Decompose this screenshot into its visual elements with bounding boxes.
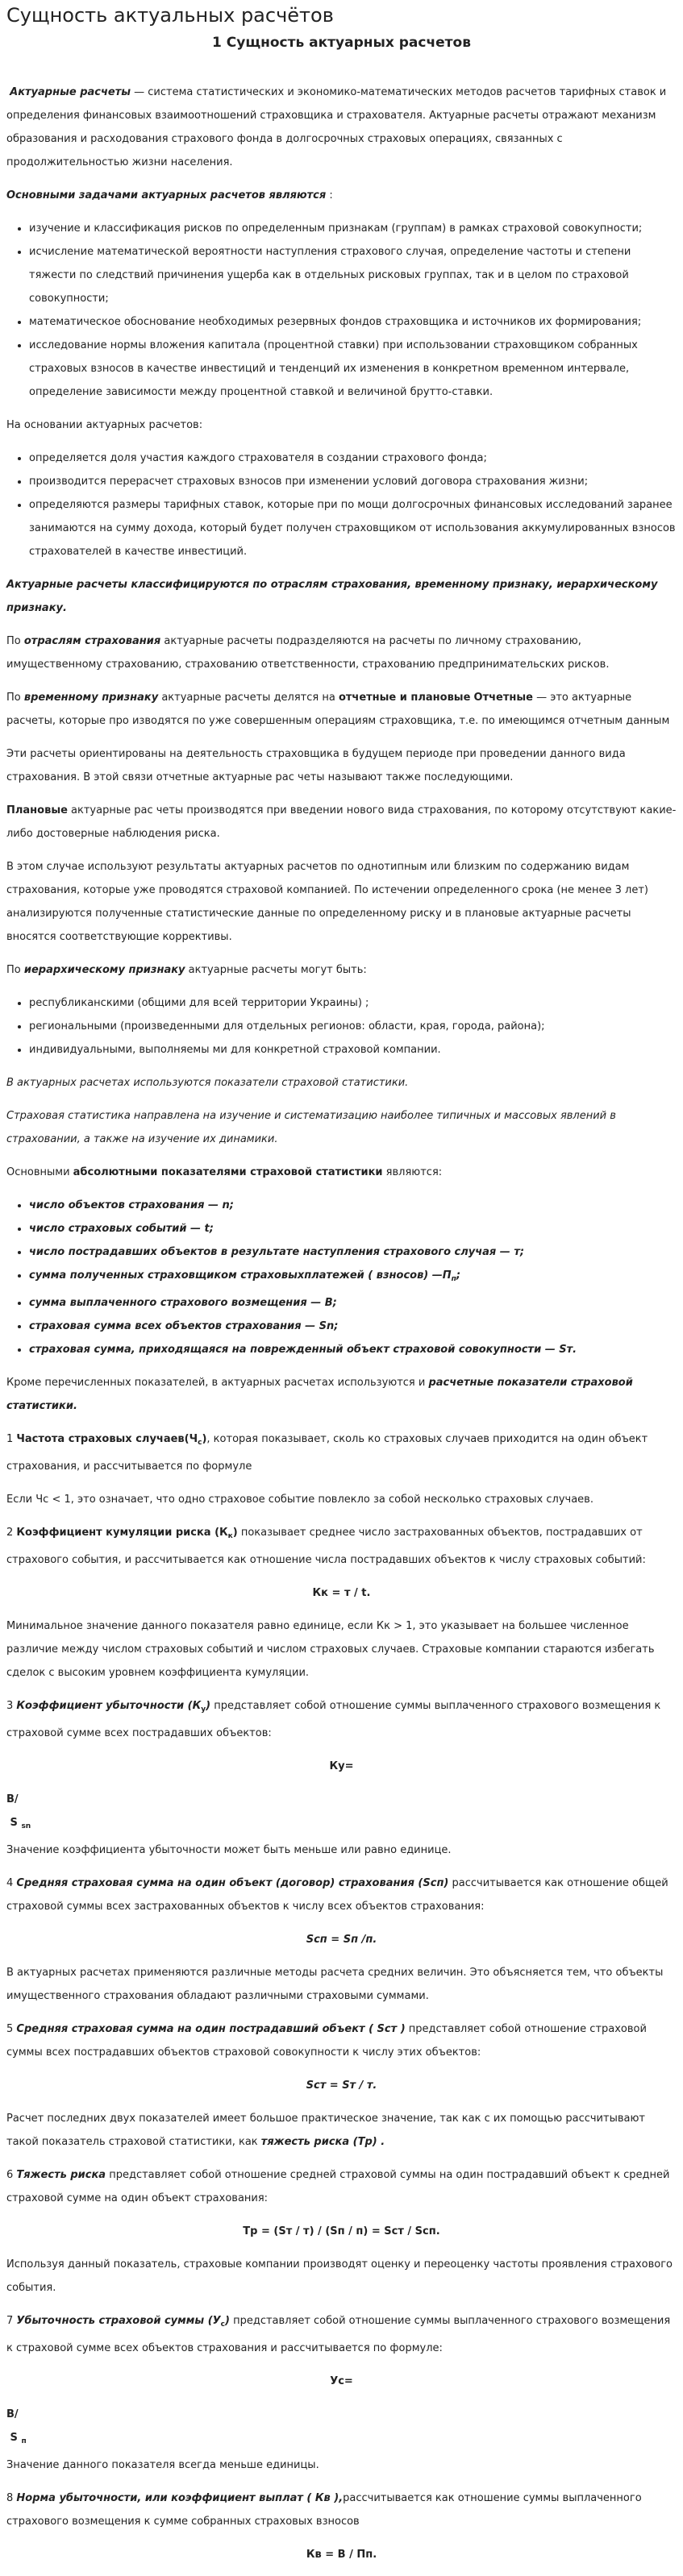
by-branch-paragraph: По отраслям страхования актуарные расчеты подразделяются на расчеты по личному страхованию, имущественному страхованию, страхованию ответственности, страхованию предпринимательских рисков. [6, 635, 610, 671]
by-time-paragraph: По временному признаку актуарные расчеты делятся на отчетные и плановые Отчетные — это актуарные расчеты, которые про изводятся по уже совершенным операциям страховщика, т.е. по имеющимся отчетным данным [6, 692, 670, 727]
stat-used-paragraph: В актуарных расчетах используются показатели страховой статистики. [6, 1077, 409, 1089]
fraction-denominator: S $_{sn}$ [10, 1817, 31, 1830]
stat-aim-paragraph: Страховая статистика направлена на изучение и систематизацию наиболее типичных и массовых явлений в страховании, а также на изучение их динамики. [6, 1110, 616, 1145]
list-item: • определяется доля участия каждого страхователя в создании страхового фонда; [29, 447, 677, 470]
formula-ky: Ку= [329, 1760, 354, 1772]
planned-paragraph: Плановые актуарные рас четы производятся при введении нового вида страхования, по которому отсутствуют какие-либо достоверные наблюдения риска. [6, 804, 677, 840]
indicator-6-note: Используя данный показатель, страховые компании производят оценку и переоценку частоты проявления страхового события. [6, 2258, 673, 2294]
indicator-2: 2 Коэффициент кумуляции риска $(К_к)$ показывает среднее число застрахованных объектов, пострадавших от страхового события, и рассчитывается как отношение числа пострадавших объектов к числу страховых событий: [6, 1527, 646, 1566]
indicator-7: 7 Убыточность страховой суммы $(У_с)$ представляет собой отношение суммы выплаченного страхового возмещения к страховой сумме всех объектов страхования и рассчитывается по формуле: [6, 2315, 671, 2354]
indicator-1-note: Если Чс < 1, это означает, что одно страховое событие повлекло за собой несколько страховых случаев. [6, 1494, 593, 1506]
calc-intro-paragraph: Кроме перечисленных показателей, в актуарных расчетах используются и расчетные показатели страховой статистики. [6, 1377, 633, 1412]
abs-list [6, 1194, 677, 1361]
intro-text: — система статистических и экономико-математических методов расчетов тарифных ставок и определения финансовых взаимоотношений страховщика и страхователя. Актуарные расчеты отражают механизм образования и расходования страхового фонда в долгосрочных страховых операциях, связанных с продолжительностью жизни населения. [6, 86, 667, 168]
list-item: • исследование нормы вложения капитала (процентной ставки) при использовании страховщиком собранных страховых взносов в качестве инвестиций и тенденций их изменения в конкретном временном интервале, определение зависимости между процентной ставкой и величиной брутто-ставки. [29, 334, 677, 404]
tasks-heading: Основными задачами актуарных расчетов являются : [6, 189, 333, 202]
list-item: • производится перерасчет страховых взносов при изменении условий договора страхования жизни; [29, 470, 677, 493]
by-hier-paragraph: По иерархическому признаку актуарные расчеты могут быть: [6, 964, 367, 976]
tasks-list [6, 217, 677, 404]
indicator-4: 4 Средняя страховая сумма на один объект (договор) страхования (Sсп) рассчитывается как отношение общей страховой суммы всех застрахованных объектов к числу всех объектов страхования: [6, 1877, 668, 1913]
indicator-3: 3 Коэффициент убыточности $(К_у)$ представляет собой отношение суммы выплаченного страхового возмещения к страховой сумме всех пострадавших объектов: [6, 1700, 661, 1739]
indicator-7-note: Значение данного показателя всегда меньше единицы. [6, 2459, 319, 2471]
indicator-5: 5 Средняя страховая сумма на один пострадавший объект ( Sст ) представляет собой отношение страховой суммы всех пострадавших объектов страховой совокупности к числу этих объектов: [6, 2023, 647, 2059]
intro-term: Актуарные расчеты [10, 86, 131, 98]
list-item: • определяются размеры тарифных ставок, которые при по мощи долгосрочных финансовых исследований заранее занимаются на сумму дохода, который будет получен страховщиком от использования аккумулированных взносов страхователей в качестве инвестиций. [29, 493, 677, 563]
formula-yc: Ус= [330, 2375, 353, 2387]
list-item: • исчисление математической вероятности наступления страхового случая, определение частоты и степени тяжести по следствий причинения ущерба как в отдельных рисковых группах, так и в целом по страховой совокупности; [29, 240, 677, 310]
fraction-numerator: В/ [6, 1793, 19, 1805]
list-item: • математическое обоснование необходимых резервных фондов страховщика и источников их формирования; [29, 310, 677, 334]
abs-heading: Основными абсолютными показателями страховой статистики являются: [6, 1166, 443, 1178]
intro-paragraph [6, 81, 677, 174]
indicator-2-note: Минимальное значение данного показателя равно единице, если Кк > 1, это указывает на большее численное различие между числом страховых событий и числом страховых случаев. Страховые компании стараются избегать сделок с высоким уровнем коэффициента кумуляции. [6, 1620, 655, 1679]
list-item: • число объектов страхования — n; [29, 1194, 677, 1217]
formula-kv: Кв = В / Пп. [306, 2549, 377, 2561]
basis-list [6, 447, 677, 563]
section-heading: 1 Сущность актуарных расчетов [212, 35, 471, 51]
basis-heading: На основании актуарных расчетов: [6, 419, 203, 431]
formula-sst: Sст = Sт / т. [306, 2079, 377, 2092]
indicator-5-note: Расчет последних двух показателей имеет большое практическое значение, так как с их помощью рассчитывают такой показатель страховой статистики, как тяжесть риска (Тр) . [6, 2113, 645, 2148]
formula-scp: Sсп = Sп /п. [306, 1934, 377, 1946]
list-item: • число страховых событий — t; [29, 1217, 677, 1240]
page-title: Сущность актуальных расчётов [6, 4, 334, 27]
formula-kk: Кк = т / t. [312, 1587, 371, 1599]
fraction-denominator: S $_п$ [10, 2432, 27, 2445]
indicator-4-note: В актуарных расчетах применяются различные методы расчета средних величин. Это объясняется тем, что объекты имущественного страхования обладают различными страховыми суммами. [6, 1967, 664, 2002]
list-item: • региональными (произведенными для отдельных регионов: области, края, города, района); [29, 1015, 677, 1038]
indicator-6: 6 Тяжесть риска представляет собой отношение средней страховой суммы на один пострадавший объект к средней страховой сумме на один объект страхования: [6, 2169, 670, 2204]
list-item: • сумма выплаченного страхового возмещения — В; [29, 1291, 677, 1315]
document [0, 3, 683, 2566]
oriented-paragraph: Эти расчеты ориентированы на деятельность страховщика в будущем периоде при проведении данного вида страхования. В этой связи отчетные актуарные рас четы называют также последующими. [6, 748, 626, 783]
fraction-numerator: В/ [6, 2408, 19, 2420]
in-this-case-paragraph: В этом случае используют результаты актуарных расчетов по однотипным или близким по содержанию видам страхования, которые уже проводятся страховой компанией. По истечении определенного срока (не менее 3 лет) анализируются полученные статистические данные по определенному риску и в плановые актуарные расчеты вносятся соответствующие коррективы. [6, 861, 648, 943]
indicator-8: 8 Норма убыточности, или коэффициент выплат ( Кв ),рассчитывается как отношение суммы выплаченного страхового возмещения к сумме собранных страховых взносов [6, 2492, 642, 2528]
list-item: • республиканскими (общими для всей территории Украины) ; [29, 991, 677, 1015]
formula-tr: Тр = (Sт / т) / (Sп / п) = Sст / Sсп. [243, 2225, 440, 2237]
list-item: • страховая сумма всех объектов страхования — Sn; [29, 1315, 677, 1338]
classification-paragraph: Актуарные расчеты классифицируются по отраслям страхования, временному признаку, иерархическому признаку. [6, 579, 658, 614]
hier-list [6, 991, 677, 1062]
list-item: • сумма полученных страховщиком страховыхплатежей ( взносов) $—П_п$; [29, 1264, 677, 1291]
list-item: • изучение и классификация рисков по определенным признакам (группам) в рамках страховой совокупности; [29, 217, 677, 240]
list-item: • страховая сумма, приходящаяся на поврежденный объект страховой совокупности — Sт. [29, 1338, 677, 1361]
list-item: • индивидуальными, выполняемы ми для конкретной страховой компании. [29, 1038, 677, 1062]
indicator-1: 1 Частота страховых $случаев(Ч_с)$, которая показывает, сколь ко страховых случаев приходится на один объект страхования, и рассчитывается по формуле [6, 1433, 648, 1473]
indicator-3-note: Значение коэффициента убыточности может быть меньше или равно единице. [6, 1844, 452, 1856]
list-item: • число пострадавших объектов в результате наступления страхового случая — т; [29, 1240, 677, 1264]
